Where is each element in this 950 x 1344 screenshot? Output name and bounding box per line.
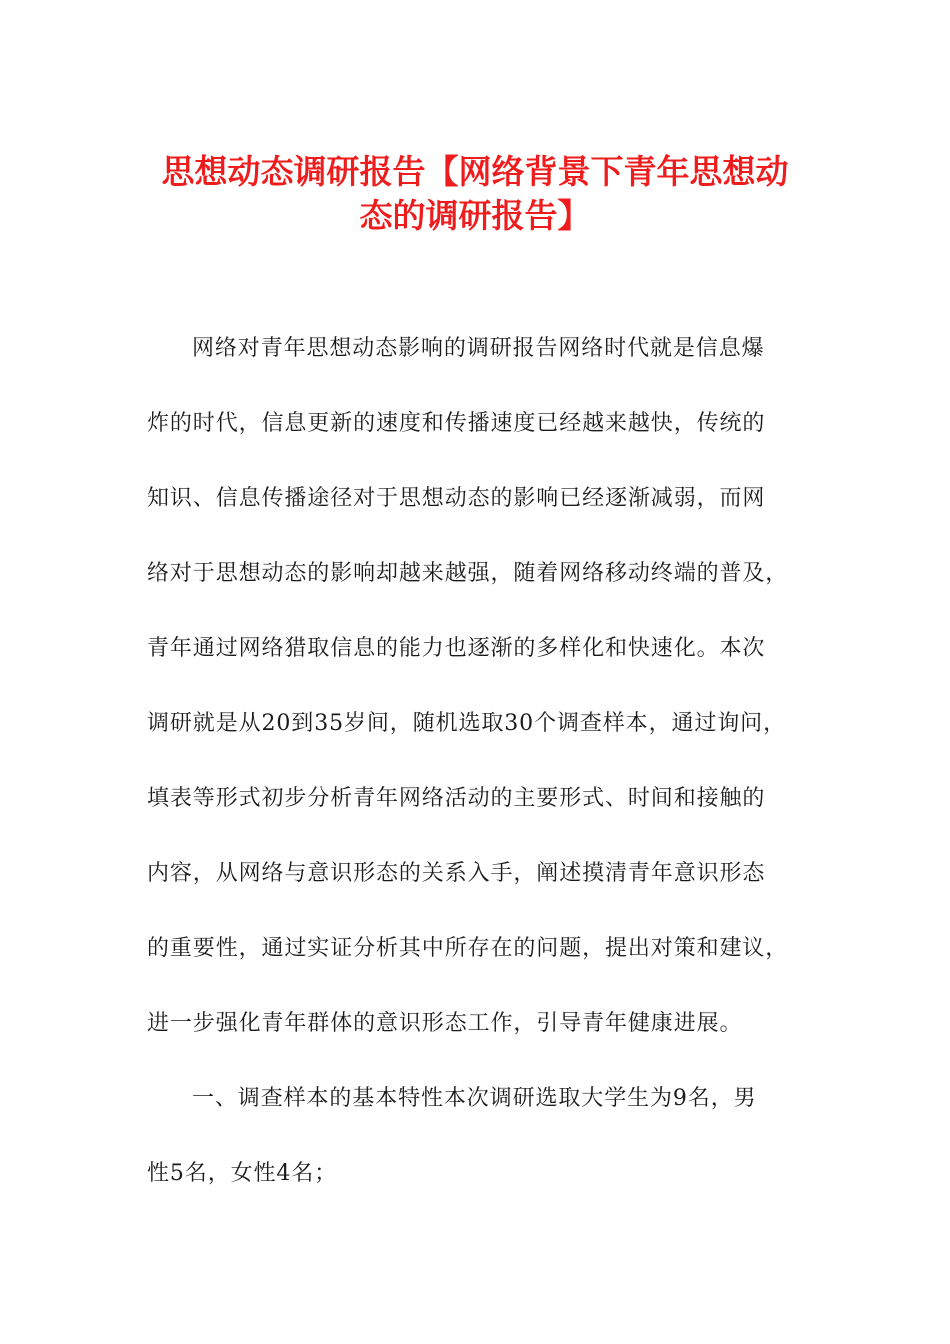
paragraph-line: 一、调查样本的基本特性本次调研选取大学生为9名，男 — [192, 1086, 757, 1111]
document-title — [140, 150, 810, 238]
paragraph-line: 调研就是从20到35岁间，随机选取30个调查样本，通过询问， — [147, 711, 786, 736]
paragraph-line: 网络对青年思想动态影响的调研报告网络时代就是信息爆 — [192, 336, 765, 361]
paragraph-line: 青年通过网络猎取信息的能力也逐渐的多样化和快速化。本次 — [147, 636, 766, 661]
paragraph-line: 炸的时代，信息更新的速度和传播速度已经越来越快，传统的 — [147, 411, 766, 436]
paragraph-line: 的重要性，通过实证分析其中所存在的问题，提出对策和建议， — [147, 936, 789, 961]
title-line: 态的调研报告】 — [359, 196, 591, 235]
paragraph-line: 填表等形式初步分析青年网络活动的主要形式、时间和接触的 — [147, 786, 766, 811]
paragraph-line: 知识、信息传播途径对于思想动态的影响已经逐渐减弱，而网 — [147, 486, 766, 511]
title-line: 思想动态调研报告【网络背景下青年思想动 — [161, 152, 789, 191]
paragraph-line: 内容，从网络与意识形态的关系入手，阐述摸清青年意识形态 — [147, 861, 766, 886]
paragraph-line: 性5名，女性4名； — [147, 1161, 338, 1186]
paragraph-line: 络对于思想动态的影响却越来越强，随着网络移动终端的普及， — [147, 561, 789, 586]
paragraph-line: 进一步强化青年群体的意识形态工作，引导青年健康进展。 — [147, 1011, 743, 1036]
